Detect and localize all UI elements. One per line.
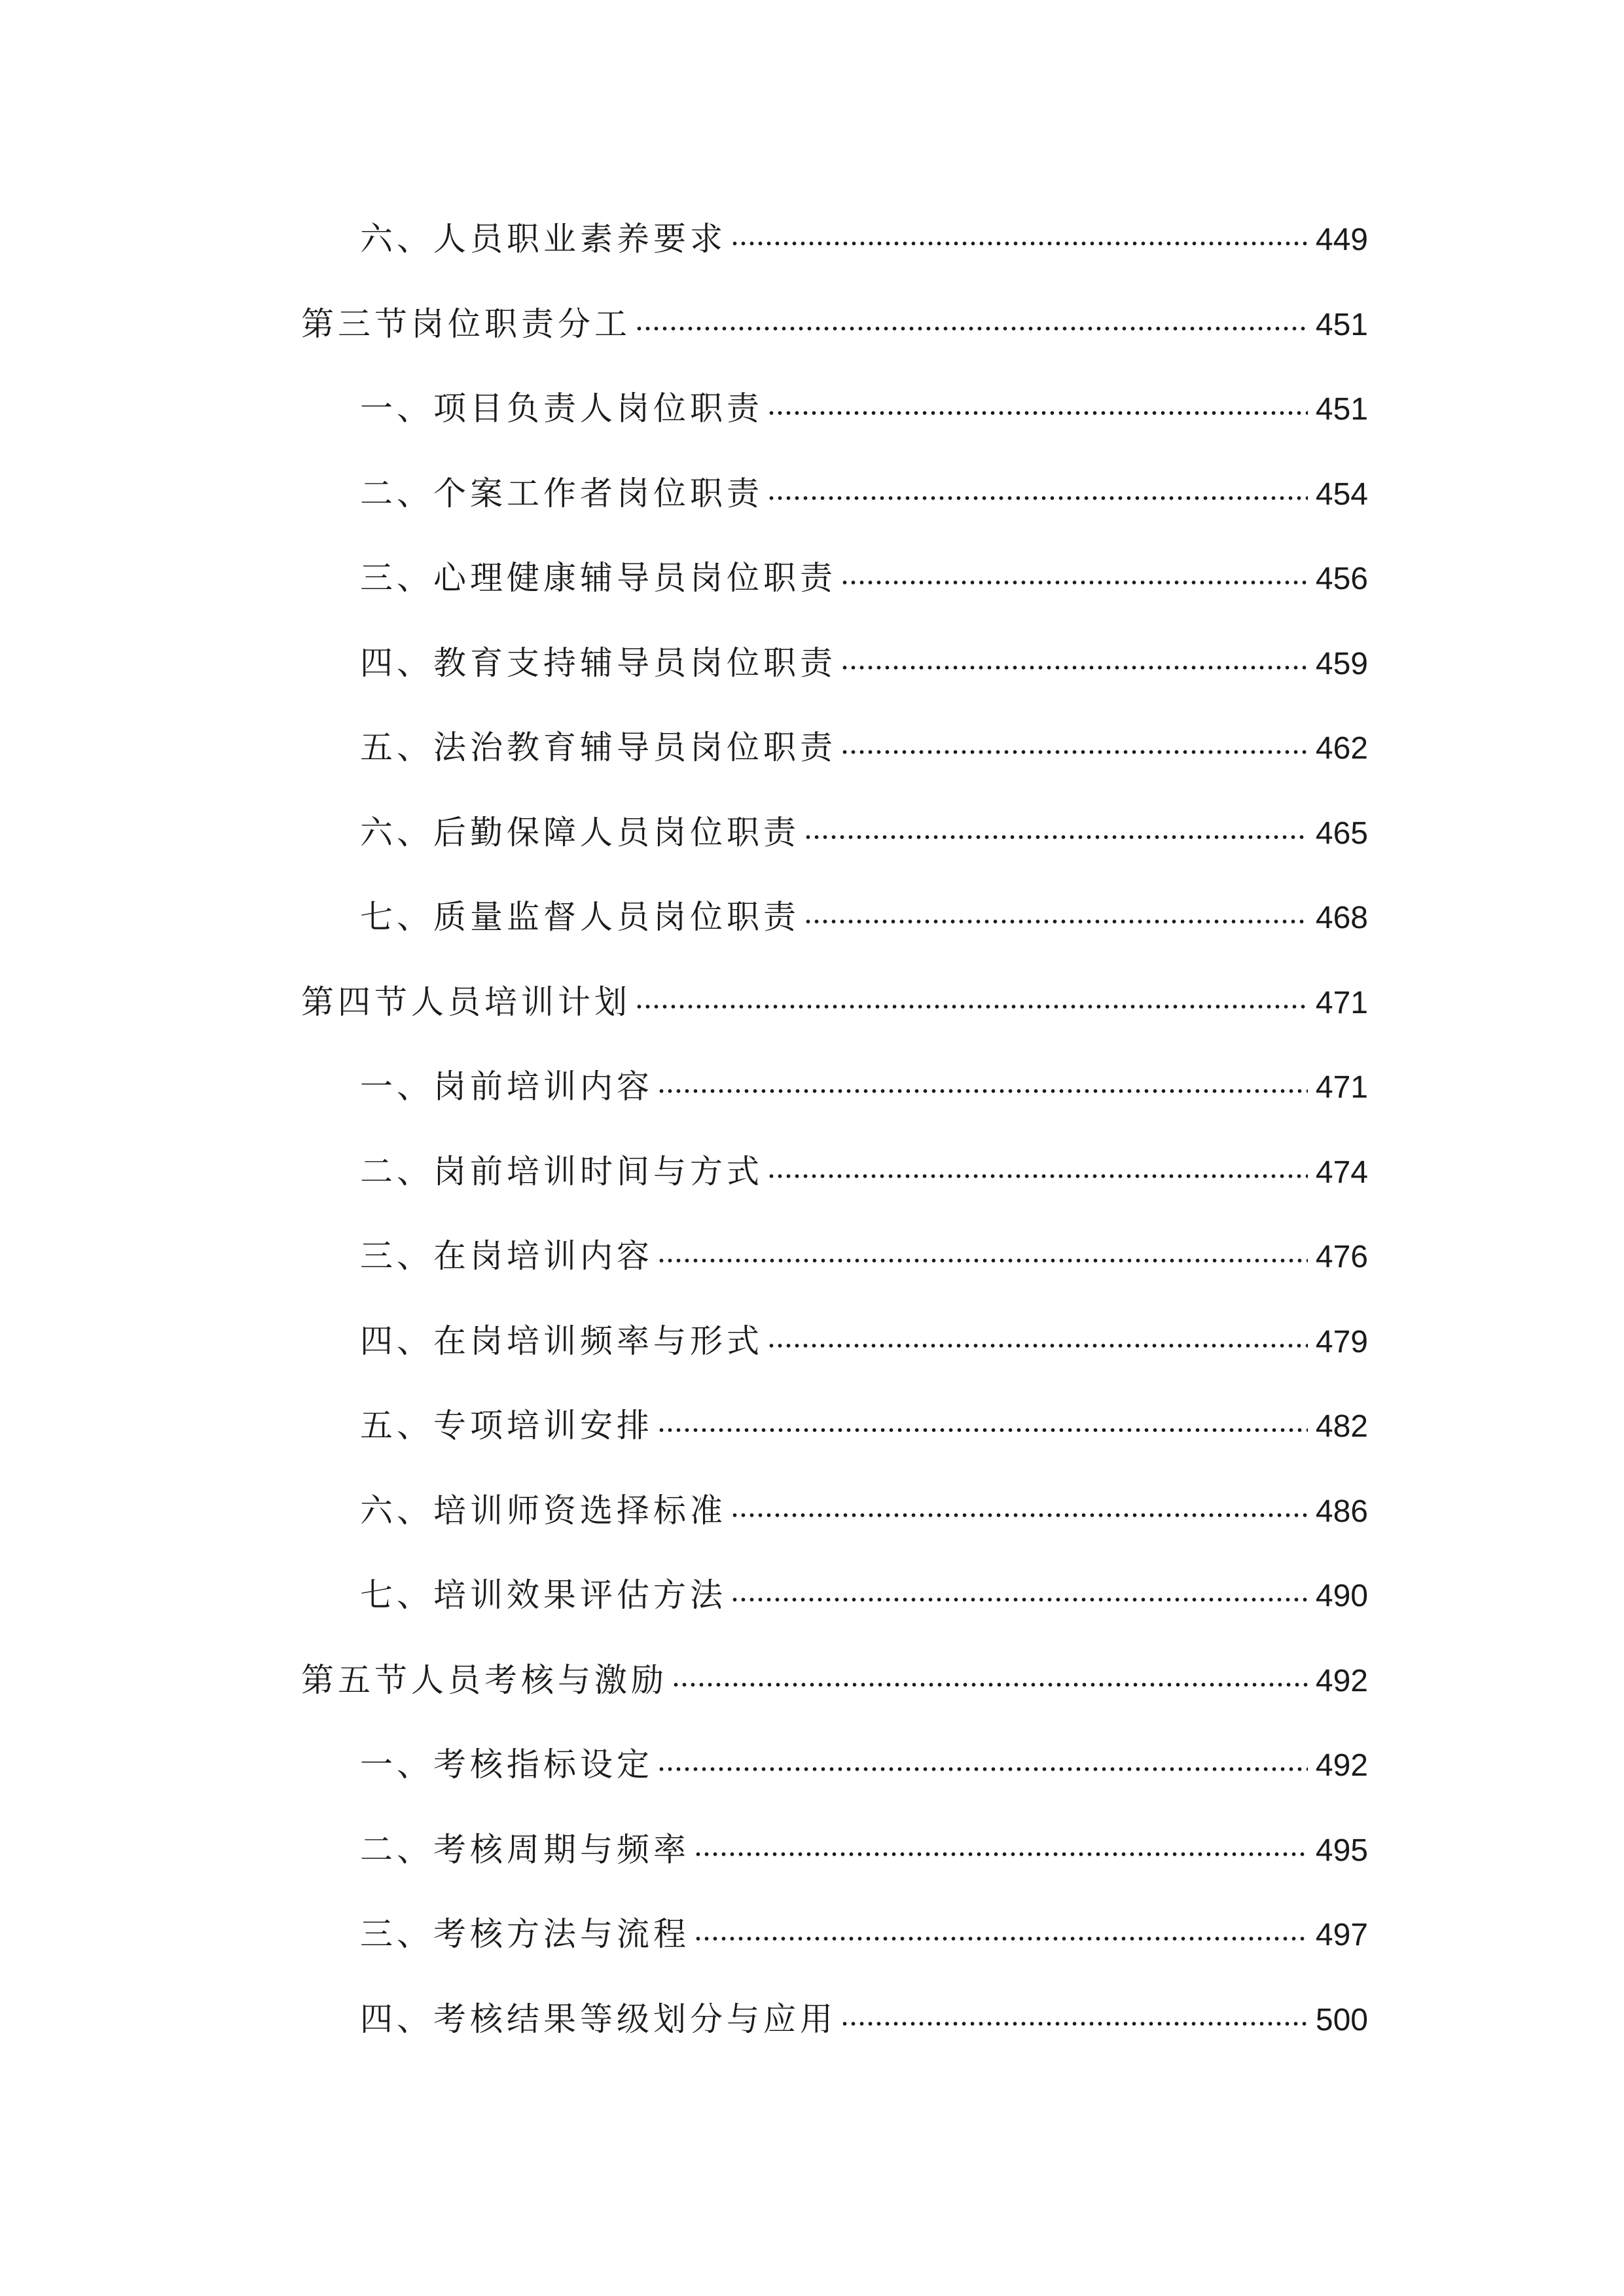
toc-page-number: 492 [1315,1748,1368,1783]
toc-entry-title: 一、考核指标设定 [360,1746,653,1784]
toc-entry-title: 四、教育支持辅导员岗位职责 [360,643,837,682]
toc-page-number: 482 [1315,1409,1368,1444]
toc-subsection-entry[interactable] [301,216,1368,301]
toc-page-number: 451 [1315,392,1368,427]
toc-page-number: 495 [1315,1833,1368,1868]
toc-page-number: 462 [1315,731,1368,766]
toc-dot-leader [657,1426,1308,1434]
toc-page-number: 490 [1315,1579,1368,1613]
toc-entry-title: 一、岗前培训内容 [360,1067,653,1105]
toc-subsection-entry[interactable] [301,894,1368,979]
toc-subsection-entry[interactable] [301,640,1368,725]
toc-dot-leader [657,1087,1308,1095]
toc-page-number: 476 [1315,1240,1368,1274]
toc-dot-leader [804,833,1308,841]
toc-dot-leader [767,494,1308,502]
toc-subsection-entry[interactable] [301,1318,1368,1403]
toc-dot-leader [731,240,1308,247]
toc-dot-leader [731,1511,1308,1519]
toc-subsection-entry[interactable] [301,471,1368,556]
toc-entry-title: 六、培训师资选择标准 [360,1491,727,1530]
toc-dot-leader [731,1596,1308,1604]
toc-subsection-entry[interactable] [301,1827,1368,1912]
toc-page-number: 465 [1315,816,1368,851]
toc-subsection-entry[interactable] [301,386,1368,471]
toc-dot-leader [840,579,1308,586]
toc-page-number: 486 [1315,1494,1368,1529]
toc-dot-leader [694,1850,1308,1858]
toc-entry-title: 第四节人员培训计划 [301,982,631,1021]
toc-subsection-entry[interactable] [301,1996,1368,2081]
toc-entry-title: 三、考核方法与流程 [360,1915,690,1953]
toc-dot-leader [840,664,1308,672]
toc-section-entry[interactable] [301,1657,1368,1742]
toc-entry-title: 二、考核周期与频率 [360,1830,690,1869]
toc-subsection-entry[interactable] [301,1149,1368,1234]
toc-entry-title: 三、在岗培训内容 [360,1237,653,1275]
toc-entry-title: 六、后勤保障人员岗位职责 [360,813,800,852]
toc-page-number: 492 [1315,1663,1368,1698]
toc-subsection-entry[interactable] [301,1742,1368,1827]
toc-entry-title: 六、人员职业素养要求 [360,220,727,258]
toc-entry-title: 二、岗前培训时间与方式 [360,1152,763,1191]
toc-dot-leader [672,1681,1308,1689]
table-of-contents [301,216,1368,2081]
toc-page-number: 471 [1315,985,1368,1020]
toc-page-number: 500 [1315,2002,1368,2037]
toc-section-entry[interactable] [301,301,1368,386]
toc-dot-leader [840,748,1308,756]
toc-dot-leader [635,325,1308,332]
toc-subsection-entry[interactable] [301,1233,1368,1318]
toc-entry-title: 二、个案工作者岗位职责 [360,474,763,512]
toc-subsection-entry[interactable] [301,810,1368,895]
toc-entry-title: 四、考核结果等级划分与应用 [360,2000,837,2038]
toc-entry-title: 五、法治教育辅导员岗位职责 [360,728,837,766]
toc-page-number: 456 [1315,562,1368,596]
toc-entry-title: 第五节人员考核与激励 [301,1660,668,1699]
toc-dot-leader [767,1342,1308,1350]
toc-page-number: 459 [1315,646,1368,681]
toc-subsection-entry[interactable] [301,1488,1368,1573]
toc-section-entry[interactable] [301,979,1368,1064]
toc-subsection-entry[interactable] [301,1911,1368,1996]
toc-page-number: 468 [1315,901,1368,935]
toc-page-number: 451 [1315,307,1368,342]
toc-dot-leader [840,2020,1308,2028]
toc-subsection-entry[interactable] [301,725,1368,810]
toc-dot-leader [767,1172,1308,1180]
toc-dot-leader [657,1765,1308,1773]
toc-page-number: 474 [1315,1155,1368,1190]
toc-entry-title: 五、专项培训安排 [360,1407,653,1444]
toc-page-number: 497 [1315,1918,1368,1952]
toc-subsection-entry[interactable] [301,555,1368,640]
toc-entry-title: 第三节岗位职责分工 [301,304,631,343]
toc-page-number: 449 [1315,223,1368,257]
toc-dot-leader [767,409,1308,417]
toc-entry-title: 七、培训效果评估方法 [360,1576,727,1614]
toc-entry-title: 七、质量监督人员岗位职责 [360,898,800,936]
toc-page-number: 454 [1315,476,1368,512]
toc-subsection-entry[interactable] [301,1064,1368,1149]
toc-entry-title: 一、项目负责人岗位职责 [360,389,763,427]
toc-page-number: 471 [1315,1070,1368,1105]
toc-dot-leader [804,918,1308,925]
toc-entry-title: 三、心理健康辅导员岗位职责 [360,559,837,597]
toc-page-number: 479 [1315,1324,1368,1359]
toc-entry-title: 四、在岗培训频率与形式 [360,1321,763,1360]
toc-dot-leader [694,1935,1308,1943]
toc-subsection-entry[interactable] [301,1403,1368,1488]
toc-dot-leader [635,1003,1308,1011]
toc-dot-leader [657,1257,1308,1265]
toc-subsection-entry[interactable] [301,1572,1368,1657]
